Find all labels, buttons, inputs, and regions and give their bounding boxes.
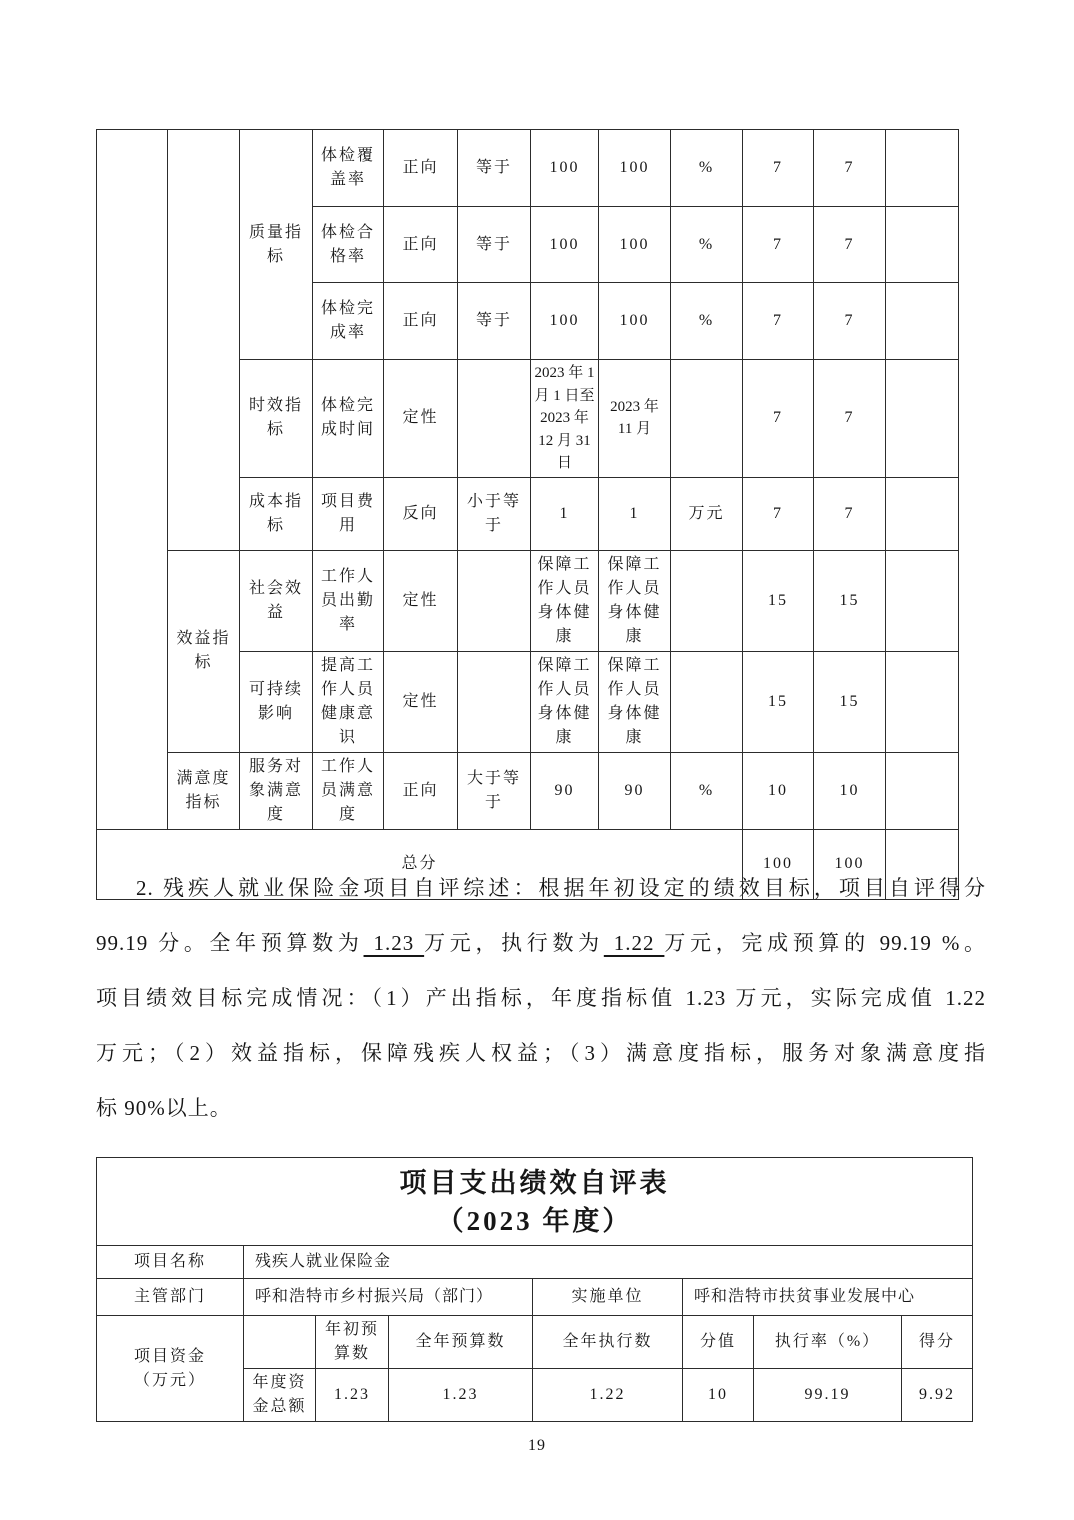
summary-line: 2. 残疾人就业保险金项目自评综述：根据年初设定的绩效目标，项目自评得分 — [136, 876, 986, 900]
column-header-cell: 年初预算数 — [316, 1316, 389, 1369]
summary-line: 标 90%以上。 — [96, 1096, 232, 1120]
indicator-score-table — [96, 129, 959, 900]
dept-value-cell: 呼和浩特市乡村振兴局（部门） — [244, 1279, 533, 1316]
table-cell: 等于 — [458, 130, 531, 207]
table-row — [97, 1246, 973, 1279]
executed-amount-underlined: 1.22 — [603, 931, 665, 955]
table-cell: 正向 — [384, 207, 458, 283]
table-cell: 等于 — [458, 283, 531, 360]
table-cell: 100 — [599, 283, 671, 360]
table-cell: 正向 — [384, 130, 458, 207]
table-cell — [886, 360, 959, 478]
score-cell: 7 — [743, 130, 814, 207]
indicator-subcategory-cell: 服务对象满意度 — [240, 752, 313, 829]
indicator-category-cell: 满意度指标 — [168, 752, 240, 829]
column-header-cell: 全年预算数 — [389, 1316, 533, 1369]
indicator-subcategory-cell: 可持续影响 — [240, 651, 313, 752]
table-cell — [458, 360, 531, 478]
self-evaluation-table — [96, 1157, 973, 1422]
value-cell: 9.92 — [902, 1369, 973, 1422]
table-cell: 100 — [531, 130, 599, 207]
funds-sub-label-cell: 年度资金总额 — [244, 1369, 316, 1422]
table-row — [97, 1279, 973, 1316]
score-cell: 7 — [814, 477, 886, 550]
indicator-category-cell: 效益指标 — [168, 550, 240, 752]
indicator-category-cell: 成本指标 — [240, 477, 313, 550]
score-cell: 7 — [743, 360, 814, 478]
score-cell: 15 — [814, 550, 886, 651]
table-cell: 90 — [531, 752, 599, 829]
unit-cell: % — [671, 283, 743, 360]
table-cell — [886, 130, 959, 207]
unit-cell: % — [671, 207, 743, 283]
score-cell: 10 — [814, 752, 886, 829]
score-cell: 10 — [743, 752, 814, 829]
table-cell: 定性 — [384, 360, 458, 478]
impl-unit-label-cell: 实施单位 — [533, 1279, 683, 1316]
table-row — [97, 752, 959, 829]
score-cell: 15 — [743, 651, 814, 752]
dept-label-cell: 主管部门 — [97, 1279, 244, 1316]
page-number: 19 — [528, 1437, 546, 1454]
score-cell: 7 — [743, 207, 814, 283]
funds-label-cell — [97, 1316, 244, 1422]
value-cell: 10 — [683, 1369, 754, 1422]
unit-cell — [671, 360, 743, 478]
project-name-value-cell: 残疾人就业保险金 — [244, 1246, 973, 1279]
date-cell: 2023 年 11 月 — [599, 360, 671, 478]
table-cell: 100 — [599, 207, 671, 283]
indicator-name-cell: 体检合格率 — [313, 207, 384, 283]
value-cell: 1.23 — [389, 1369, 533, 1422]
indicator-name-cell: 工作人员出勤率 — [313, 550, 384, 651]
table-cell: 90 — [599, 752, 671, 829]
column-header-cell: 得分 — [902, 1316, 973, 1369]
summary-text: 万元，完成预算的 99.19 %。 — [664, 931, 987, 955]
unit-cell: 万元 — [671, 477, 743, 550]
score-cell: 15 — [814, 651, 886, 752]
table-title-row — [97, 1158, 973, 1246]
score-cell: 7 — [743, 477, 814, 550]
table-row — [97, 550, 959, 651]
date-range-cell: 2023 年 1 月 1 日至 2023 年 12 月 31 日 — [531, 360, 599, 478]
table-cell — [458, 550, 531, 651]
table-cell: 100 — [531, 283, 599, 360]
column-header-cell: 执行率（%） — [754, 1316, 902, 1369]
indicator-category-cell: 时效指标 — [240, 360, 313, 478]
indicator-name-cell: 体检完成率 — [313, 283, 384, 360]
funds-label: 项目资金 — [133, 1347, 206, 1365]
table-cell: 小于等于 — [458, 477, 531, 550]
table-row — [97, 130, 959, 207]
table-cell: 定性 — [384, 550, 458, 651]
indicator-name-cell: 项目费用 — [313, 477, 384, 550]
indicator-name-cell: 体检完成时间 — [313, 360, 384, 478]
table-cell — [886, 752, 959, 829]
table-cell — [97, 130, 168, 830]
table-cell — [886, 207, 959, 283]
table-cell: 大于等于 — [458, 752, 531, 829]
table-cell: 1 — [599, 477, 671, 550]
total-score-cell: 100 — [814, 829, 886, 899]
table-cell — [168, 130, 240, 551]
funds-label-unit: （万元） — [133, 1371, 206, 1389]
score-cell: 7 — [814, 283, 886, 360]
table-title: 项目支出绩效自评表 — [399, 1167, 670, 1198]
summary-text: 万元，执行数为 — [424, 931, 604, 955]
unit-cell: % — [671, 130, 743, 207]
table-cell — [886, 477, 959, 550]
unit-cell — [671, 550, 743, 651]
unit-cell: % — [671, 752, 743, 829]
table-cell: 保障工作人员身体健康 — [531, 651, 599, 752]
table-title-cell — [97, 1158, 973, 1246]
indicator-name-cell: 体检覆盖率 — [313, 130, 384, 207]
indicator-subcategory-cell: 社会效益 — [240, 550, 313, 651]
table-cell — [886, 550, 959, 651]
impl-unit-value-cell: 呼和浩特市扶贫事业发展中心 — [683, 1279, 973, 1316]
indicator-name-cell: 提高工作人员健康意识 — [313, 651, 384, 752]
value-cell: 1.23 — [316, 1369, 389, 1422]
summary-text: 99.19 分。全年预算数为 — [96, 931, 364, 955]
score-cell: 7 — [814, 130, 886, 207]
value-cell: 1.22 — [533, 1369, 683, 1422]
table-cell: 定性 — [384, 651, 458, 752]
score-cell: 7 — [743, 283, 814, 360]
table-cell — [886, 651, 959, 752]
indicator-category-cell: 质量指标 — [240, 130, 313, 360]
total-score-label-cell: 总分 — [97, 829, 743, 899]
summary-line: 项目绩效目标完成情况：（1）产出指标，年度指标值 1.23 万元，实际完成值 1.22 — [96, 986, 986, 1010]
summary-line: 万元；（2）效益指标，保障残疾人权益；（3）满意度指标，服务对象满意度指 — [96, 1041, 986, 1065]
table-cell: 保障工作人员身体健康 — [531, 550, 599, 651]
funds-header-row — [97, 1316, 973, 1369]
value-cell: 99.19 — [754, 1369, 902, 1422]
table-cell: 反向 — [384, 477, 458, 550]
table-cell: 正向 — [384, 283, 458, 360]
score-cell: 15 — [743, 550, 814, 651]
table-cell: 保障工作人员身体健康 — [599, 550, 671, 651]
table-cell — [244, 1316, 316, 1369]
budget-amount-underlined: 1.23 — [363, 931, 425, 955]
score-cell: 7 — [814, 360, 886, 478]
summary-line — [96, 916, 986, 971]
table-cell: 正向 — [384, 752, 458, 829]
score-cell: 7 — [814, 207, 886, 283]
table-cell: 保障工作人员身体健康 — [599, 651, 671, 752]
unit-cell — [671, 651, 743, 752]
self-evaluation-summary — [96, 861, 986, 1136]
table-title-year: （2023 年度） — [436, 1205, 633, 1236]
table-cell: 100 — [531, 207, 599, 283]
column-header-cell: 分值 — [683, 1316, 754, 1369]
table-cell: 100 — [599, 130, 671, 207]
table-cell: 等于 — [458, 207, 531, 283]
project-name-label-cell: 项目名称 — [97, 1246, 244, 1279]
table-cell: 1 — [531, 477, 599, 550]
indicator-name-cell: 工作人员满意度 — [313, 752, 384, 829]
table-cell — [886, 283, 959, 360]
total-score-cell: 100 — [743, 829, 814, 899]
table-cell — [458, 651, 531, 752]
column-header-cell: 全年执行数 — [533, 1316, 683, 1369]
